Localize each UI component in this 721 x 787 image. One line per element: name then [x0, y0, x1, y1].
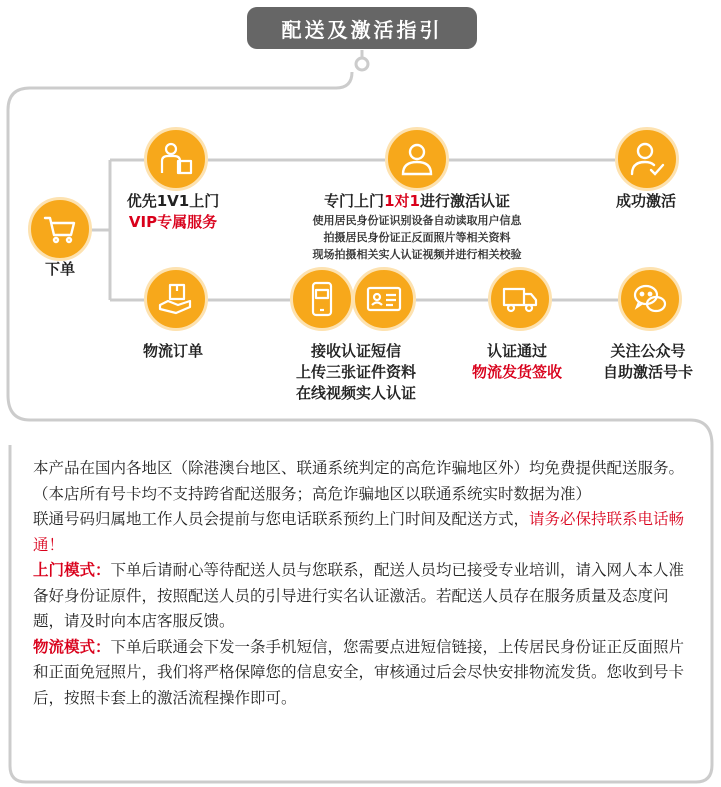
bottom-step-2-line3: 在线视频实人认证	[295, 384, 416, 402]
bottom-step-2	[256, 341, 456, 404]
top-step-2-detail-3: 现场拍摄相关实人认证视频并进行相关校验	[312, 248, 522, 261]
bottom-step-3-line1: 认证通过	[486, 342, 547, 360]
note-free-delivery: 本产品在国内各地区（除港澳台地区、联通系统判定的高危诈骗地区外）均免费提供配送服务。（本店所有号卡均不支持跨省配送服务；高危诈骗地区以联通系统实时数据为准）	[33, 459, 685, 503]
bottom-step-4-line1: 关注公众号	[610, 342, 686, 360]
top-step-1-line2: VIP专属服务	[128, 213, 218, 231]
top-step-2-detail-1: 使用居民身份证识别设备自动读取用户信息	[312, 214, 522, 227]
logistics-mode-label: 物流模式：	[33, 637, 111, 656]
id-card-icon	[352, 267, 416, 331]
delivery-truck-icon	[488, 267, 552, 331]
top-step-2-title: 专门上门1对1进行激活认证	[324, 192, 510, 210]
user-check-icon	[615, 127, 679, 191]
cart-icon	[28, 197, 92, 261]
order-label: 下单	[44, 260, 75, 278]
page-title: 配送及激活指引	[247, 7, 477, 49]
bottom-step-3	[450, 341, 584, 383]
note-door-mode: 上门模式：下单后请耐心等待配送人员与您联系，配送人员均已接受专业培训，请入网人本人准备好身份证原件，按照配送人员的引导进行实名认证激活。若配送人员存在服务质量及态度问题，请及时向本店客服反馈。	[33, 561, 685, 630]
courier-icon	[144, 127, 208, 191]
notes-section	[33, 456, 698, 711]
top-step-3: 成功激活	[615, 192, 676, 210]
top-step-2-detail-2: 拍摄居民身份证正反面照片等相关资料	[323, 231, 511, 244]
bottom-step-1: 物流订单	[142, 342, 203, 360]
bottom-step-2-line2: 上传三张证件资料	[295, 363, 416, 381]
top-step-1	[100, 191, 246, 233]
top-step-1-line1: 优先1V1上门	[126, 192, 220, 210]
note-contact-warning: 请务必保持联系电话畅通！	[33, 510, 685, 554]
bottom-step-4-line2: 自助激活号卡	[602, 363, 693, 381]
box-hand-icon	[144, 267, 208, 331]
door-mode-label: 上门模式：	[33, 561, 111, 579]
wechat-icon	[618, 267, 682, 331]
top-step-2	[262, 191, 572, 263]
user-icon	[385, 127, 449, 191]
phone-sms-icon	[290, 267, 354, 331]
bottom-step-3-line2: 物流发货签收	[471, 363, 562, 381]
note-logistics-mode: 物流模式：下单后联通会下发一条手机短信，您需要点进短信链接，上传居民身份证正反面照片和正面免冠照片，我们将严格保障您的信息安全，审核通过后会尽快安排物流发货。您收到号卡后，按照卡套上的激活流程操作即可。	[33, 637, 685, 707]
bottom-step-4	[586, 341, 710, 383]
note-contact: 联通号码归属地工作人员会提前与您电话联系预约上门时间及配送方式，请务必保持联系电话畅通！	[33, 510, 685, 554]
bottom-step-2-line1: 接收认证短信	[310, 342, 401, 360]
